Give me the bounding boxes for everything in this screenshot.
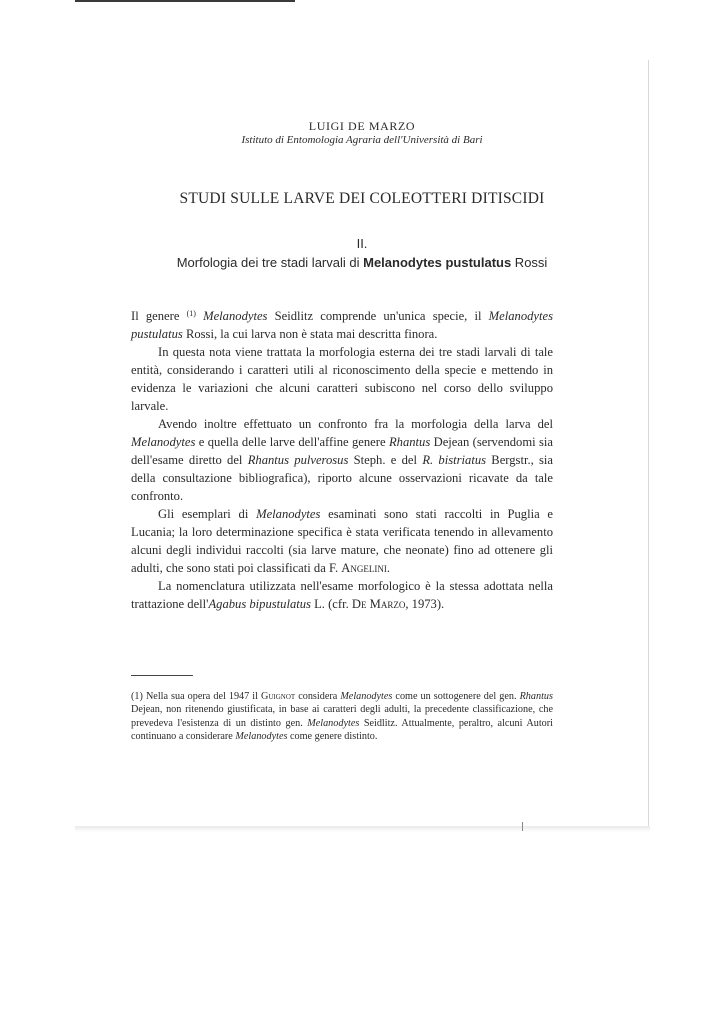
cited-author: De Marzo (351, 597, 406, 611)
paragraph-5 (131, 577, 553, 613)
text-run: L. (cfr. (310, 597, 352, 611)
text-run: , 1973). (405, 597, 445, 611)
footnote-marker: (1) (131, 691, 143, 702)
paper-subtitle (0, 255, 724, 270)
text-run: Seidlitz comprende un'unica specie, il (267, 309, 489, 323)
text-run: Rossi, la cui larva non è stata mai descritta finora. (182, 327, 438, 341)
species-name: R. bistriatus (422, 453, 487, 467)
species-name: Melanodytes pustulatus (131, 309, 553, 341)
text-run: Gli esemplari di (158, 507, 257, 521)
genus-name: Rhantus (388, 435, 431, 449)
genus-name: Melanodytes (131, 435, 196, 449)
text-run: esaminati sono stati raccolti in Puglia e Lucania; la loro determinazione specifica è stata verificata tenendo in allevamento alcuni degli individui raccolti (sia larve mature, che neonate) fino ad ottenere gli adulti, che sono stati poi classificati da F. (131, 507, 553, 575)
scan-edge-shadow (75, 0, 295, 2)
part-number: II. (356, 236, 368, 251)
text-run: Il genere (131, 309, 187, 323)
text-run: come un sottogenere del gen. (392, 691, 520, 702)
text-run: Bergstr., sia della consultazione bibliografica), riporto alcune osservazioni ricavate da tale confronto. (131, 453, 554, 503)
person-name: Angelini (341, 561, 387, 575)
genus-name: Rhantus (519, 691, 553, 702)
scan-mark (522, 822, 523, 831)
species-name: Agabus bipustulatus (208, 597, 311, 611)
text-run: considera (295, 691, 341, 702)
text-run: Avendo inoltre effettuato un confronto fra la morfologia della larva del (158, 417, 553, 431)
text-run: Steph. e del (348, 453, 423, 467)
text-run: La nomenclatura utilizzata nell'esame morfologico è la stessa adottata nella trattazione dell' (131, 579, 553, 611)
genus-name: Melanodytes (235, 731, 288, 743)
author-name: LUIGI DE MARZO (308, 119, 416, 133)
page-bottom-edge (75, 826, 650, 832)
genus-name: Melanodytes (256, 507, 321, 521)
body-text (131, 307, 553, 613)
paragraph-4 (131, 505, 553, 577)
author-affiliation: Istituto di Entomologia Agraria dell'Università di Bari (241, 134, 483, 146)
text-run: Nella sua opera del 1947 il (142, 691, 261, 702)
page-edge-line (648, 60, 649, 830)
footnote-ref: (1) (186, 309, 196, 318)
text-run: e quella delle larve dell'affine genere (195, 435, 389, 449)
footnote-divider (131, 675, 193, 676)
text-run: Dejean (servendomi sia dell'esame diretto del (131, 435, 554, 467)
text-run: Dejean, non ritenendo giustificata, in base ai caratteri degli adulti, la precedente classificazione, che prevedeva l'esistenza di un distinto gen. (131, 704, 553, 729)
subtitle-suffix: Rossi (511, 255, 548, 270)
genus-name: Melanodytes (340, 691, 393, 702)
genus-name: Melanodytes (307, 717, 360, 729)
paragraph-2: In questa nota viene trattata la morfologia esterna dei tre stadi larvali di tale entità, considerando i caratteri utili al riconoscimento della specie e mettendo in evidenza le variazioni che alcuni caratteri subiscono nel corso dello sviluppo larvale. (131, 345, 553, 413)
footnote (131, 690, 553, 744)
paragraph-1 (131, 307, 553, 343)
text-run: Seidlitz. Attualmente, peraltro, alcuni Autori continuano a considerare (131, 717, 553, 743)
text-run: come genere distinto. (287, 731, 378, 743)
cited-author: Guignot (260, 691, 296, 702)
species-name: Rhantus pulverosus (247, 453, 349, 467)
text-run: . (386, 561, 390, 575)
subtitle-species: Melanodytes pustulatus (363, 255, 512, 270)
genus-name: Melanodytes (203, 309, 268, 323)
paper-title: STUDI SULLE LARVE DEI COLEOTTERI DITISCIDI (179, 190, 545, 207)
paragraph-3 (131, 415, 553, 505)
subtitle-prefix: Morfologia dei tre stadi larvali di (176, 255, 364, 270)
